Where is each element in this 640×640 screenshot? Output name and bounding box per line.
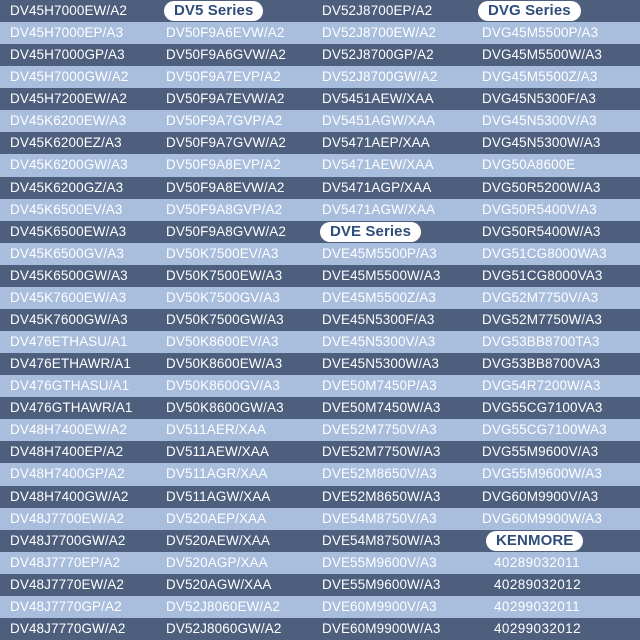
model-number: DVE60M9900W/A3 [322, 620, 441, 636]
model-number: DVG45M5500P/A3 [482, 25, 599, 41]
model-row [0, 552, 640, 574]
model-number: DVG45N5300V/A3 [482, 113, 597, 129]
model-number: DV52J8060GW/A2 [166, 620, 282, 636]
model-number: DV520AEP/XAA [166, 510, 267, 526]
model-number: DVE45M5500Z/A3 [322, 289, 436, 305]
model-number: DV52J8700GP/A2 [322, 47, 434, 63]
model-number: DV50K7500GV/A3 [166, 289, 280, 305]
model-number: DVE45M5500W/A3 [322, 267, 441, 283]
model-number: DVE52M8650W/A3 [322, 488, 441, 504]
model-number: DV50F9A7EVW/A2 [166, 91, 285, 107]
model-number: DV50F9A7GVW/A2 [166, 135, 286, 151]
model-number: DVG51CG8000VA3 [482, 267, 603, 283]
model-number: DVE52M8650V/A3 [322, 466, 437, 482]
model-number: DV52J8060EW/A2 [166, 598, 280, 614]
part-number: 40289032011 [494, 554, 580, 570]
model-number: DV50F9A8EVW/A2 [166, 179, 285, 195]
model-row [0, 486, 640, 508]
model-number: DV48H7400GP/A2 [10, 466, 125, 482]
model-number: DVE52M7750W/A3 [322, 444, 441, 460]
model-number: DVG50R5200W/A3 [482, 179, 601, 195]
model-number: DV48J7770GW/A2 [10, 620, 126, 636]
model-number: DV45K7600EW/A3 [10, 289, 127, 305]
model-number: DV50K8600GW/A3 [166, 400, 284, 416]
model-number: DVG54R7200W/A3 [482, 378, 601, 394]
model-row [0, 574, 640, 596]
model-number: DV45K6200GW/A3 [10, 157, 128, 173]
model-number: DVG45M5500Z/A3 [482, 69, 598, 85]
series-heading-cell [156, 0, 312, 22]
model-number: DVG50A8600E [482, 157, 576, 173]
model-number: DVE52M7750V/A3 [322, 422, 437, 438]
model-number: DV45K6200EZ/A3 [10, 135, 122, 151]
model-row [0, 375, 640, 397]
model-number: DV45K6500GW/A3 [10, 267, 128, 283]
series-heading-cell [470, 0, 640, 22]
series-heading: KENMORE [486, 531, 583, 551]
model-number: DVE45M5500P/A3 [322, 245, 437, 261]
model-number: DV48J7700EW/A2 [10, 510, 124, 526]
model-number: DVG50R5400V/A3 [482, 201, 597, 217]
model-number: DV520AGP/XAA [166, 554, 268, 570]
model-row [0, 199, 640, 221]
model-number: DV50F9A8GVW/A2 [166, 223, 286, 239]
model-number: DV5471AGW/XAA [322, 201, 436, 217]
model-number: DV45K6500EV/A3 [10, 201, 123, 217]
model-row [0, 243, 640, 265]
model-number: DV50F9A6GVW/A2 [166, 47, 286, 63]
part-number: 40299032011 [494, 598, 580, 614]
model-number: DVE50M7450P/A3 [322, 378, 437, 394]
model-number: DVE45N5300W/A3 [322, 356, 439, 372]
model-number: DV50K7500GW/A3 [166, 311, 284, 327]
model-number: DV52J8700EP/A2 [322, 3, 433, 18]
model-row [0, 463, 640, 485]
model-number: DV511AEW/XAA [166, 444, 269, 460]
model-number: DV520AGW/XAA [166, 576, 272, 592]
model-number: DVG45M5500W/A3 [482, 47, 602, 63]
model-number: DVG53BB8700VA3 [482, 356, 601, 372]
model-number: DV52J8700GW/A2 [322, 69, 438, 85]
model-number: DVG52M7750W/A3 [482, 311, 602, 327]
model-row [0, 596, 640, 618]
model-number: DVE45N5300F/A3 [322, 311, 435, 327]
model-number: DV45K6200GZ/A3 [10, 179, 124, 195]
model-row [0, 221, 640, 243]
model-number: DV52J8700EW/A2 [322, 25, 436, 41]
series-heading-cell [470, 530, 640, 552]
model-number: DV476ETHAWR/A1 [10, 356, 131, 372]
model-number: DV48J7700GW/A2 [10, 532, 126, 548]
model-number: DV511AGR/XAA [166, 466, 268, 482]
model-number: DV50F9A8EVP/A2 [166, 157, 281, 173]
model-number: DV5451AEW/XAA [322, 91, 434, 107]
model-number: DV48H7400EW/A2 [10, 422, 127, 438]
model-number: DVG55CG7100VA3 [482, 400, 603, 416]
model-number: DVE60M9900V/A3 [322, 598, 437, 614]
model-number: DVG55CG7100WA3 [482, 422, 607, 438]
model-number: DV50K7500EV/A3 [166, 245, 279, 261]
model-number: DVG60M9900W/A3 [482, 510, 602, 526]
model-row [0, 397, 640, 419]
model-row [0, 66, 640, 88]
model-row [0, 88, 640, 110]
model-number: DVG50R5400W/A3 [482, 223, 601, 239]
model-row [0, 508, 640, 530]
model-number: DVG55M9600W/A3 [482, 466, 602, 482]
model-number: DV48H7400EP/A2 [10, 444, 124, 460]
model-number: DV5471AGP/XAA [322, 179, 432, 195]
series-heading: DVG Series [478, 1, 581, 21]
model-number: DV476GTHASU/A1 [10, 378, 130, 394]
model-row [0, 530, 640, 552]
model-number: DV45H7000GP/A3 [10, 47, 125, 63]
model-number: DV48J7770EP/A2 [10, 554, 121, 570]
model-number: DV50F9A6EVW/A2 [166, 25, 285, 41]
series-heading-cell [312, 221, 470, 243]
model-row [0, 154, 640, 176]
model-number: DV50F9A7EVP/A2 [166, 69, 281, 85]
model-number: DV520AEW/XAA [166, 532, 270, 548]
model-number: DV45K6200EW/A3 [10, 113, 127, 129]
model-number: DV48J7770EW/A2 [10, 576, 124, 592]
model-number: DV48J7770GP/A2 [10, 598, 122, 614]
model-number: DV45K7600GW/A3 [10, 311, 128, 327]
model-row [0, 110, 640, 132]
model-row [0, 309, 640, 331]
model-row [0, 265, 640, 287]
model-number: DV45K6500EW/A3 [10, 223, 127, 239]
model-number: DV50F9A7GVP/A2 [166, 113, 283, 129]
model-number: DV50K7500EW/A3 [166, 267, 283, 283]
model-number: DV45K6500GV/A3 [10, 245, 124, 261]
model-number: DVG53BB8700TA3 [482, 334, 600, 350]
part-number: 40289032012 [494, 576, 581, 592]
model-number: DV50K8600EV/A3 [166, 334, 279, 350]
model-number: DVE45N5300V/A3 [322, 334, 436, 350]
model-number: DV50F9A8GVP/A2 [166, 201, 283, 217]
model-number: DV50K8600GV/A3 [166, 378, 280, 394]
model-row [0, 44, 640, 66]
model-row [0, 22, 640, 44]
model-number: DVG51CG8000WA3 [482, 245, 607, 261]
model-row [0, 618, 640, 640]
model-number: DV476ETHASU/A1 [10, 334, 128, 350]
model-number: DVG52M7750V/A3 [482, 289, 599, 305]
model-row [0, 177, 640, 199]
model-number: DV5471AEW/XAA [322, 157, 434, 173]
part-number: 40299032012 [494, 620, 581, 636]
series-heading: DVE Series [320, 222, 421, 242]
model-number: DVE55M9600V/A3 [322, 554, 437, 570]
model-row [0, 0, 640, 22]
model-number: DV45H7200EW/A2 [10, 91, 127, 107]
model-number: DV50K8600EW/A3 [166, 356, 283, 372]
model-number: DV45H7000EP/A3 [10, 25, 124, 41]
model-row [0, 419, 640, 441]
model-number: DVG55M9600V/A3 [482, 444, 599, 460]
model-number: DV45H7000GW/A2 [10, 69, 129, 85]
model-number: DVE54M8750V/A3 [322, 510, 437, 526]
model-number: DV5471AEP/XAA [322, 135, 430, 151]
model-number: DV48H7400GW/A2 [10, 488, 129, 504]
model-number: DV511AGW/XAA [166, 488, 271, 504]
model-number: DVE55M9600W/A3 [322, 576, 441, 592]
model-number: DV5451AGW/XAA [322, 113, 436, 129]
model-number: DVG60M9900V/A3 [482, 488, 599, 504]
model-row [0, 132, 640, 154]
model-number: DV476GTHAWR/A1 [10, 400, 133, 416]
model-row [0, 441, 640, 463]
model-number: DVE50M7450W/A3 [322, 400, 441, 416]
series-heading: DV5 Series [164, 1, 263, 21]
model-number: DVG45N5300W/A3 [482, 135, 601, 151]
model-number: DV511AER/XAA [166, 422, 266, 438]
model-row [0, 353, 640, 375]
model-row [0, 331, 640, 353]
model-number: DVE54M8750W/A3 [322, 532, 441, 548]
model-number: DVG45N5300F/A3 [482, 91, 596, 107]
model-number: DV45H7000EW/A2 [10, 3, 127, 18]
model-row [0, 287, 640, 309]
